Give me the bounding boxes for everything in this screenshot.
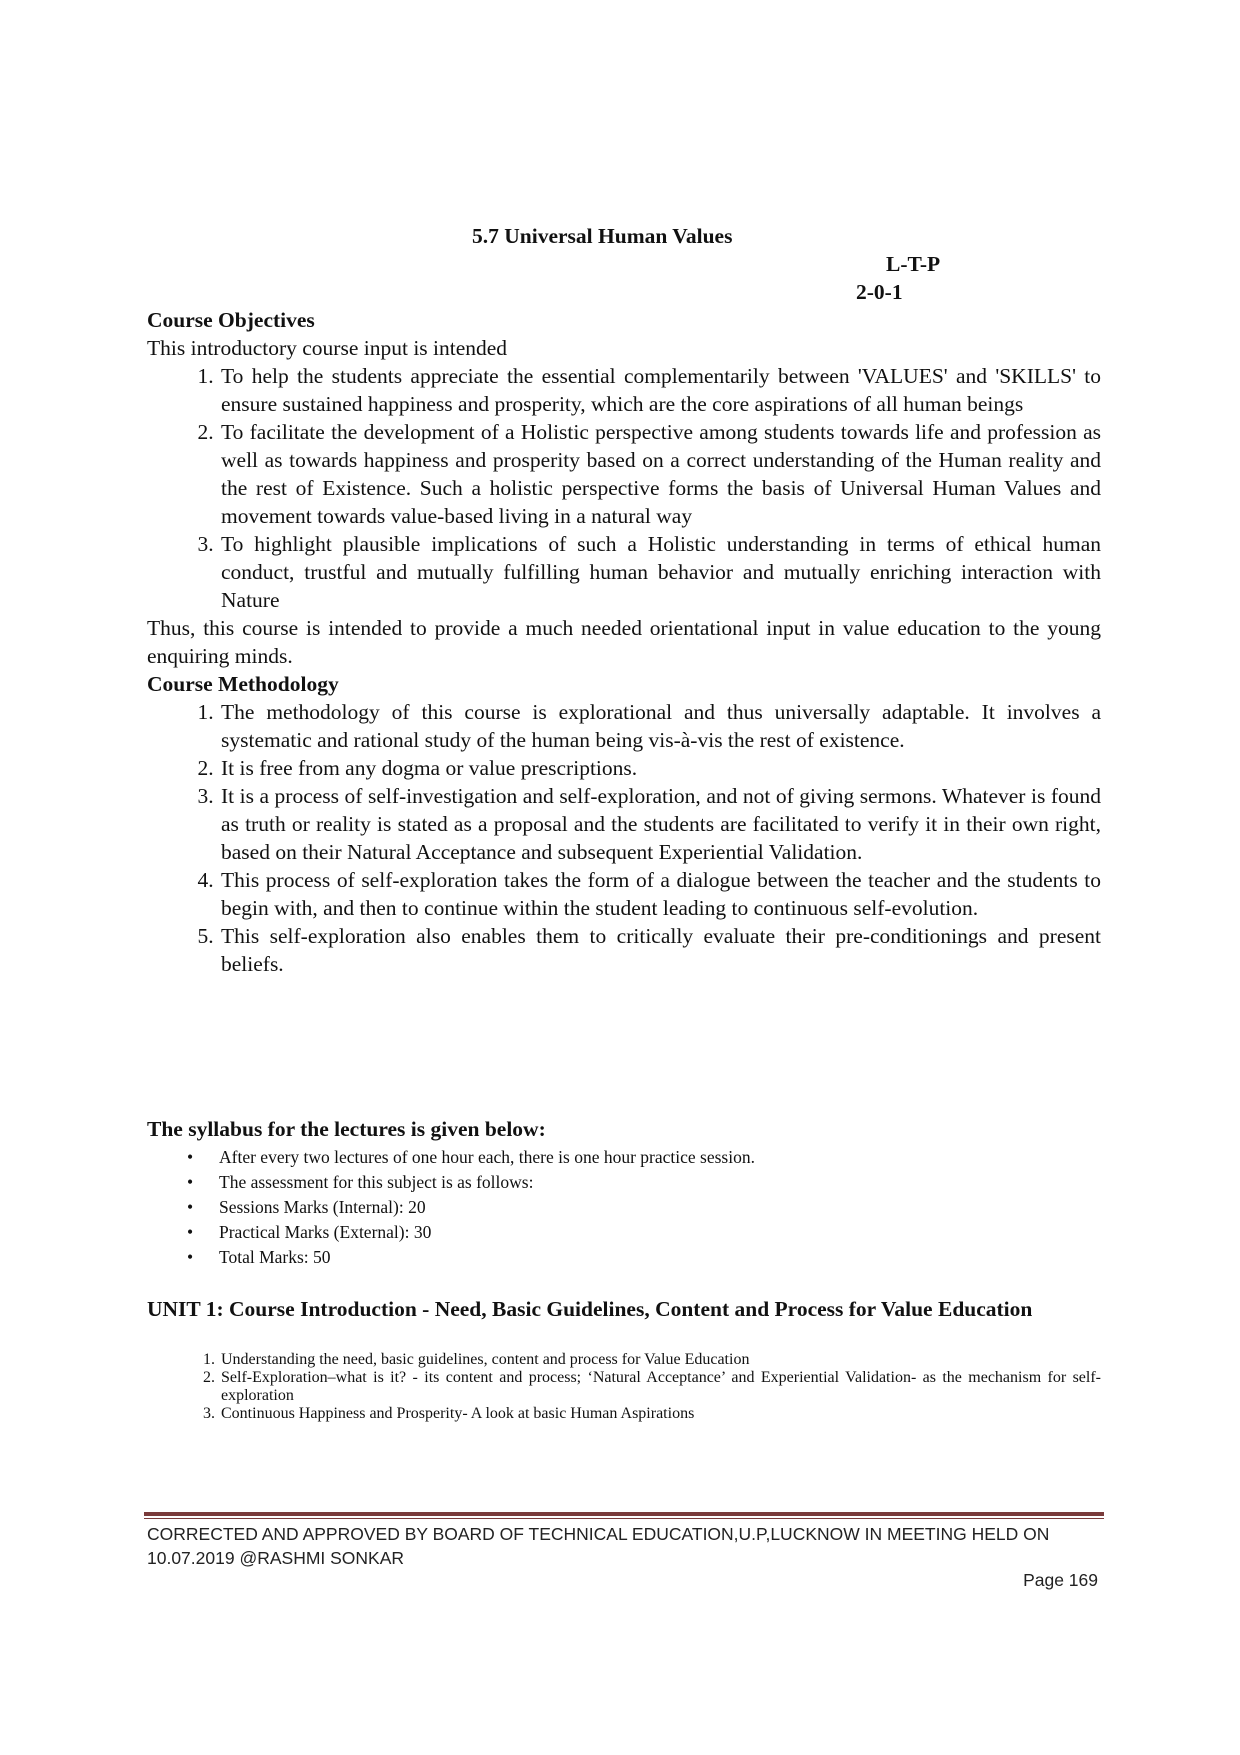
list-item: 4. This process of self-exploration takes the form of a dialogue between the teacher and the students to begin with, and then to continue within the student leading to continuous self-evolution. [219,866,1101,922]
list-item [187,1220,1101,1245]
page-number: Page 169 [1023,1570,1098,1590]
unit-1-section [147,1295,1101,1423]
list-item: 5. This self-exploration also enables them to critically evaluate their pre-conditionings and present beliefs. [219,922,1101,978]
list-item-text: Sessions Marks (Internal): 20 [219,1197,426,1217]
list-item [187,1145,1101,1170]
methodology-heading: Course Methodology [147,672,339,696]
list-item [187,1170,1101,1195]
list-item: 1. The methodology of this course is explorational and thus universally adaptable. It involves a systematic and rational study of the human being vis-à-vis the rest of existence. [219,698,1101,754]
objectives-list [147,362,1101,614]
unit-1-list [147,1351,1101,1423]
list-item-text: After every two lectures of one hour each, there is one hour practice session. [219,1147,755,1167]
syllabus-heading: The syllabus for the lectures is given below: [147,1117,546,1141]
list-item-text: Practical Marks (External): 30 [219,1222,432,1242]
objectives-conclusion: Thus, this course is intended to provide a much needed orientational input in value education to the young enquiring minds. [147,616,1101,668]
list-item [187,1195,1101,1220]
list-item-text: The assessment for this subject is as follows: [219,1172,534,1192]
list-item-text: Total Marks: 50 [219,1247,331,1267]
list-item: 2. Self-Exploration–what is it? - its content and process; ‘Natural Acceptance’ and Experiential Validation- as the mechanism for self-exploration [219,1369,1101,1405]
unit-1-heading: UNIT 1: Course Introduction - Need, Basic Guidelines, Content and Process for Value Education [147,1297,1033,1321]
ltp-label: L-T-P [886,252,941,276]
course-title: 5.7 Universal Human Values [472,224,733,248]
footer-approval-note [147,1522,1107,1570]
course-body [147,306,1101,978]
list-item [187,1245,1101,1270]
list-item: 3. To highlight plausible implications of such a Holistic understanding in terms of ethical human conduct, trustful and mutually fulfilling human behavior and mutually enriching interaction with Nature [219,530,1101,614]
bullet-icon: • [187,1147,194,1167]
ltp-value: 2-0-1 [856,280,903,304]
footer-line-1: CORRECTED AND APPROVED BY BOARD OF TECHNICAL EDUCATION,U.P,LUCKNOW IN MEETING HELD ON [147,1524,1050,1544]
objectives-heading: Course Objectives [147,308,315,332]
footer-divider [144,1512,1104,1516]
footer-line-2: 10.07.2019 @RASHMI SONKAR [147,1548,405,1568]
objectives-intro: This introductory course input is intended [147,336,508,360]
syllabus-section [147,1115,1101,1270]
list-item: 3. Continuous Happiness and Prosperity- A look at basic Human Aspirations [219,1405,1101,1423]
syllabus-list [147,1145,1101,1270]
list-item: 3. It is a process of self-investigation and self-exploration, and not of giving sermons. Whatever is found as truth or reality is stated as a proposal and the students are facilitated to verify it in their own right, based on their Natural Acceptance and subsequent Experiential Validation. [219,782,1101,866]
list-item: 2. It is free from any dogma or value prescriptions. [219,754,1101,782]
footer-divider-thin [144,1518,1104,1519]
bullet-icon: • [187,1197,194,1217]
bullet-icon: • [187,1247,194,1267]
list-item: 1. Understanding the need, basic guidelines, content and process for Value Education [219,1351,1101,1369]
methodology-list [147,698,1101,978]
list-item: 2. To facilitate the development of a Holistic perspective among students towards life and profession as well as towards happiness and prosperity based on a correct understanding of the Human reality and the rest of Existence. Such a holistic perspective forms the basis of Universal Human Values and movement towards value-based living in a natural way [219,418,1101,530]
bullet-icon: • [187,1172,194,1192]
bullet-icon: • [187,1222,194,1242]
list-item: 1. To help the students appreciate the essential complementarily between 'VALUES' and 'SKILLS' to ensure sustained happiness and prosperity, which are the core aspirations of all human beings [219,362,1101,418]
